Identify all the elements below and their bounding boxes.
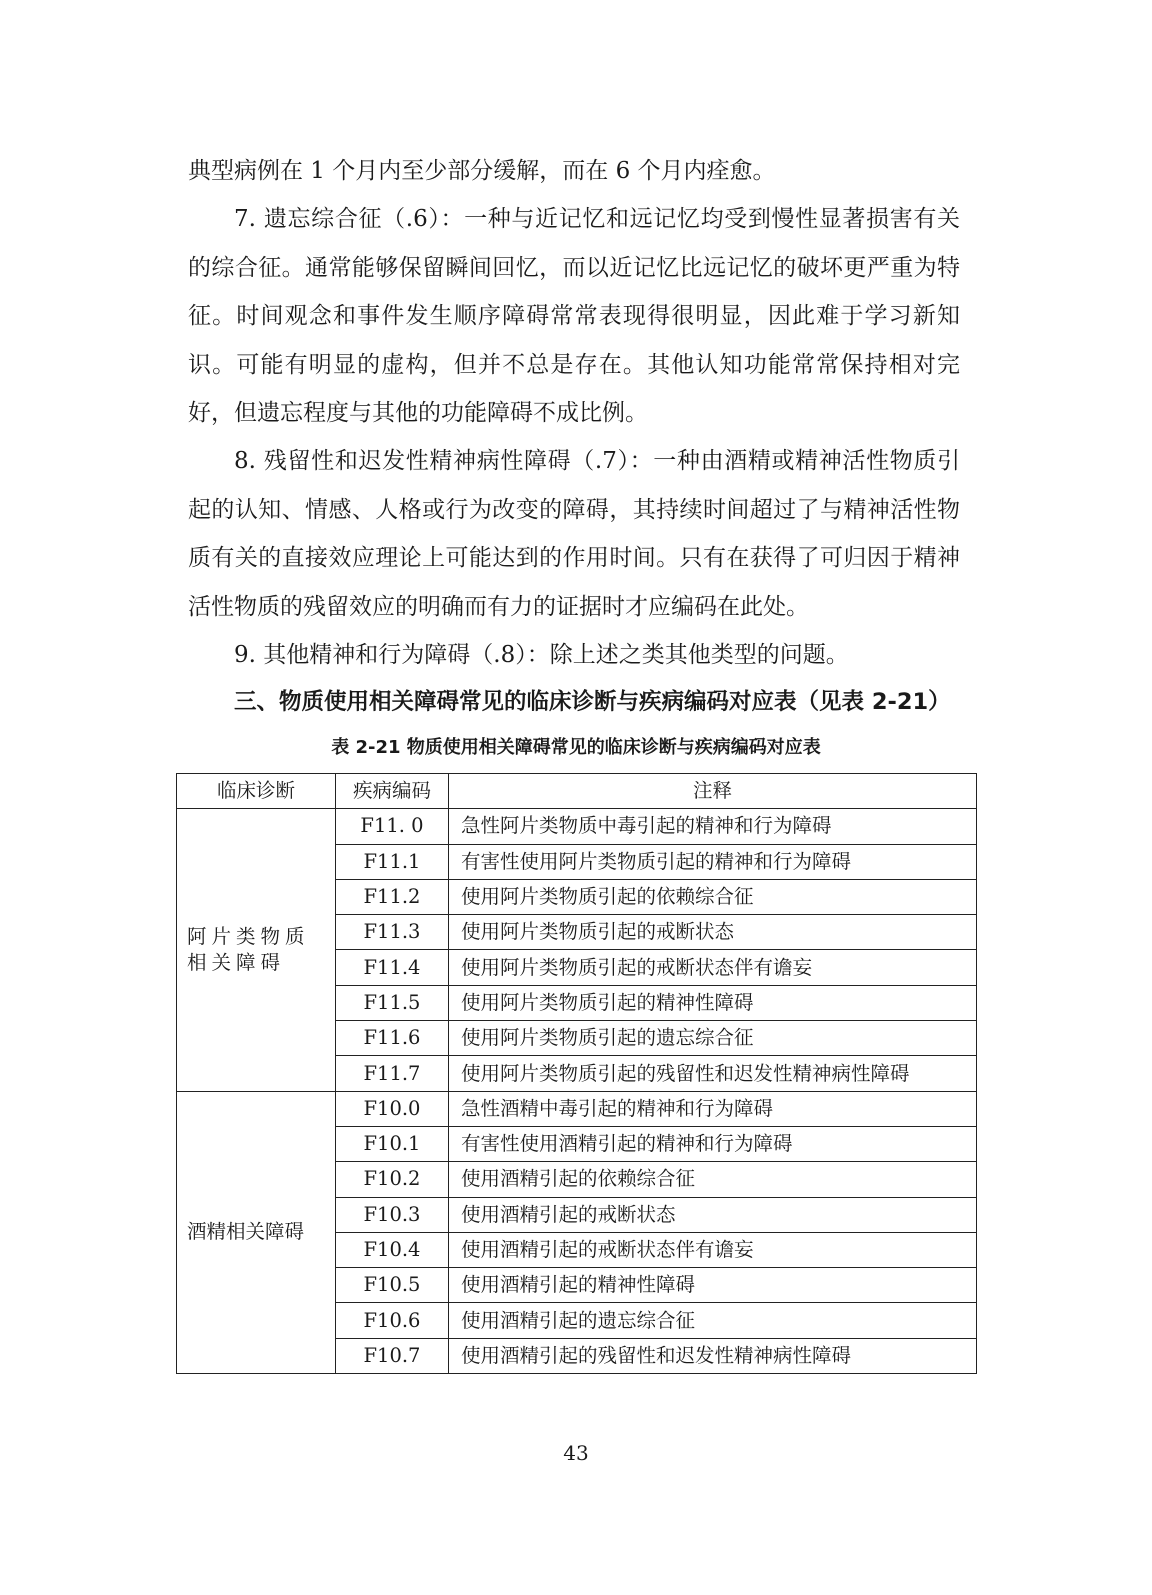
diagnosis-code-table xyxy=(176,773,977,1374)
note-cell: 使用酒精引起的精神性障碍 xyxy=(449,1268,977,1303)
note-cell: 使用酒精引起的戒断状态 xyxy=(449,1197,977,1232)
paragraph-continuation: 典型病例在 1 个月内至少部分缓解，而在 6 个月内痊愈。 xyxy=(188,158,776,184)
table-caption: 表 2-21 物质使用相关障碍常见的临床诊断与疾病编码对应表 xyxy=(331,737,821,758)
disease-code-cell: F10.3 xyxy=(336,1197,449,1232)
disease-code-cell: F11.6 xyxy=(336,1021,449,1056)
note-cell: 使用酒精引起的依赖综合征 xyxy=(449,1162,977,1197)
disease-code-cell: F11.4 xyxy=(336,950,449,985)
column-header-code: 疾病编码 xyxy=(336,774,449,809)
disease-code-cell: F11.1 xyxy=(336,844,449,879)
note-cell: 使用酒精引起的残留性和迟发性精神病性障碍 xyxy=(449,1338,977,1373)
note-cell: 使用阿片类物质引起的戒断状态伴有谵妄 xyxy=(449,950,977,985)
disease-code-cell: F10.2 xyxy=(336,1162,449,1197)
note-cell: 有害性使用酒精引起的精神和行为障碍 xyxy=(449,1126,977,1161)
note-cell: 使用酒精引起的戒断状态伴有谵妄 xyxy=(449,1232,977,1267)
paragraph-residual-disorder: 8. 残留性和迟发性精神病性障碍（.7）：一种由酒精或精神活性物质引起的认知、情感、人格或行为改变的障碍，其持续时间超过了与精神活性物质有关的直接效应理论上可能达到的作用时间。只有在获得了可归因于精神活性物质的残留效应的明确而有力的证据时才应编码在此处。 xyxy=(188,448,960,620)
disease-code-cell: F11.5 xyxy=(336,985,449,1020)
note-cell: 使用阿片类物质引起的遗忘综合征 xyxy=(449,1021,977,1056)
section-heading: 三、物质使用相关障碍常见的临床诊断与疾病编码对应表（见表 2-21） xyxy=(234,689,951,715)
note-cell: 使用阿片类物质引起的残留性和迟发性精神病性障碍 xyxy=(449,1056,977,1091)
disease-code-cell: F10.4 xyxy=(336,1232,449,1267)
column-header-note: 注释 xyxy=(449,774,977,809)
disease-code-cell: F11.2 xyxy=(336,879,449,914)
table-header-row xyxy=(177,774,977,809)
diagnosis-group-cell: 酒精相关障碍 xyxy=(177,1091,336,1373)
note-cell: 使用阿片类物质引起的戒断状态 xyxy=(449,915,977,950)
note-cell: 使用阿片类物质引起的依赖综合征 xyxy=(449,879,977,914)
disease-code-cell: F10.5 xyxy=(336,1268,449,1303)
disease-code-cell: F11.7 xyxy=(336,1056,449,1091)
diagnosis-group-cell: 阿片类物质相关障碍 xyxy=(177,809,336,1091)
note-cell: 急性酒精中毒引起的精神和行为障碍 xyxy=(449,1091,977,1126)
column-header-diagnosis: 临床诊断 xyxy=(177,774,336,809)
note-cell: 有害性使用阿片类物质引起的精神和行为障碍 xyxy=(449,844,977,879)
paragraph-amnesic-syndrome: 7. 遗忘综合征（.6）：一种与近记忆和远记忆均受到慢性显著损害有关的综合征。通常能够保留瞬间回忆，而以近记忆比远记忆的破坏更严重为特征。时间观念和事件发生顺序障碍常常表现得很明显，因此难于学习新知识。可能有明显的虚构，但并不总是存在。其他认知功能常常保持相对完好，但遗忘程度与其他的功能障碍不成比例。 xyxy=(188,206,960,426)
disease-code-cell: F10.0 xyxy=(336,1091,449,1126)
note-cell: 急性阿片类物质中毒引起的精神和行为障碍 xyxy=(449,809,977,844)
paragraph-other-disorders: 9. 其他精神和行为障碍（.8）：除上述之类其他类型的问题。 xyxy=(234,642,849,668)
disease-code-cell: F10.7 xyxy=(336,1338,449,1373)
note-cell: 使用阿片类物质引起的精神性障碍 xyxy=(449,985,977,1020)
disease-code-cell: F11.3 xyxy=(336,915,449,950)
table-row xyxy=(177,1091,977,1126)
disease-code-cell: F10.1 xyxy=(336,1126,449,1161)
disease-code-cell: F10.6 xyxy=(336,1303,449,1338)
page-number: 43 xyxy=(563,1441,589,1465)
table-row xyxy=(177,809,977,844)
disease-code-cell: F11. 0 xyxy=(336,809,449,844)
note-cell: 使用酒精引起的遗忘综合征 xyxy=(449,1303,977,1338)
